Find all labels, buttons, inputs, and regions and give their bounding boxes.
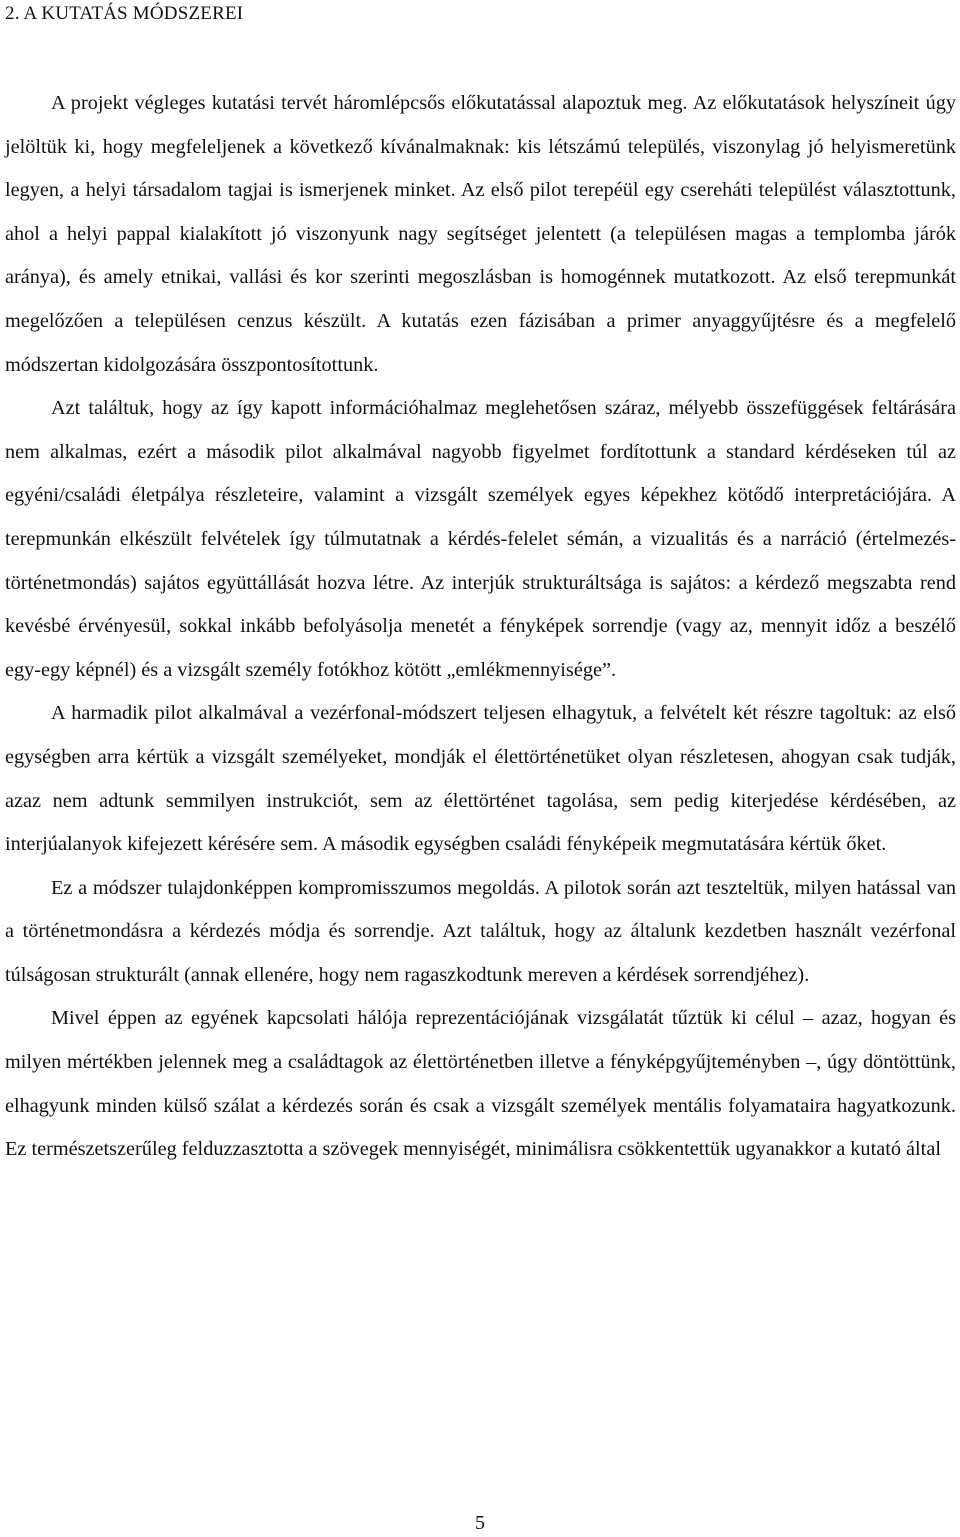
paragraph-5: Mivel éppen az egyének kapcsolati hálója reprezentációjának vizsgálatát tűztük ki célul – azaz, hogyan és milyen mértékben jelennek meg a családtagok az élettörténetben illetve a fényképgyűjteményben –, úgy döntöttünk, elhagyunk minden külső szálat a kérdezés során és csak a vizsgált személyek mentális folyamataira hagyatkozunk. Ez természetszerűleg felduzzasztotta a szövegek mennyiségét, minimálisra csökkentettük ugyanakkor a kutató által xyxy=(5,1007,956,1161)
paragraph-2: Azt találtuk, hogy az így kapott információhalmaz meglehetősen száraz, mélyebb összefüggések feltárására nem alkalmas, ezért a második pilot alkalmával nagyobb figyelmet fordítottunk a standard kérdéseken túl az egyéni/családi életpálya részleteire, valamint a vizsgált személyek egyes képekhez kötődő interpretációjára. A terepmunkán elkészült felvételek így túlmutatnak a kérdés-felelet sémán, a vizualitás és a narráció (értelmezés-történetmondás) sajátos együttállását hozva létre. Az interjúk strukturáltsága is sajátos: a kérdező megszabta rend kevésbé érvényesül, sokkal inkább befolyásolja menetét a fényképek sorrendje (vagy az, mennyit időz a beszélő egy-egy képnél) és a vizsgált személy fotókhoz kötött „emlékmennyisége”. xyxy=(5,397,956,681)
section-heading: 2. A KUTATÁS MÓDSZEREI xyxy=(5,3,244,24)
paragraph-4: Ez a módszer tulajdonképpen kompromisszumos megoldás. A pilotok során azt teszteltük, milyen hatással van a történetmondásra a kérdezés módja és sorrendje. Azt találtuk, hogy az általunk kezdetben használt vezérfonal túlságosan strukturált (annak ellenére, hogy nem ragaszkodtunk mereven a kérdések sorrendjéhez). xyxy=(5,876,956,986)
page-number: 5 xyxy=(475,1512,485,1534)
paragraph-1: A projekt végleges kutatási tervét háromlépcsős előkutatással alapoztuk meg. Az előkutatások helyszíneit úgy jelöltük ki, hogy megfeleljenek a következő kívánalmaknak: kis létszámú település, viszonylag jó helyismeretünk legyen, a helyi társadalom tagjai is ismerjenek minket. Az első pilot terepéül egy csereháti települést választottunk, ahol a helyi pappal kialakított jó viszonyunk nagy segítséget jelentett (a településen magas a templomba járók aránya), és amely etnikai, vallási és kor szerinti megoszlásban is homogénnek mutatkozott. Az első terepmunkát megelőzően a településen cenzus készült. A kutatás ezen fázisában a primer anyaggyűjtésre és a megfelelő módszertan kidolgozására összpontosítottunk. xyxy=(5,92,956,376)
body-text xyxy=(5,82,956,1172)
paragraph-3: A harmadik pilot alkalmával a vezérfonal-módszert teljesen elhagytuk, a felvételt két részre tagoltuk: az első egységben arra kértük a vizsgált személyeket, mondják el élettörténetüket olyan részletesen, ahogyan csak tudják, azaz nem adtunk semmilyen instrukciót, sem az élettörténet tagolása, sem pedig kiterjedése kérdésében, az interjúalanyok kifejezett kérésére sem. A második egységben családi fényképeik megmutatására kértük őket. xyxy=(5,702,956,856)
